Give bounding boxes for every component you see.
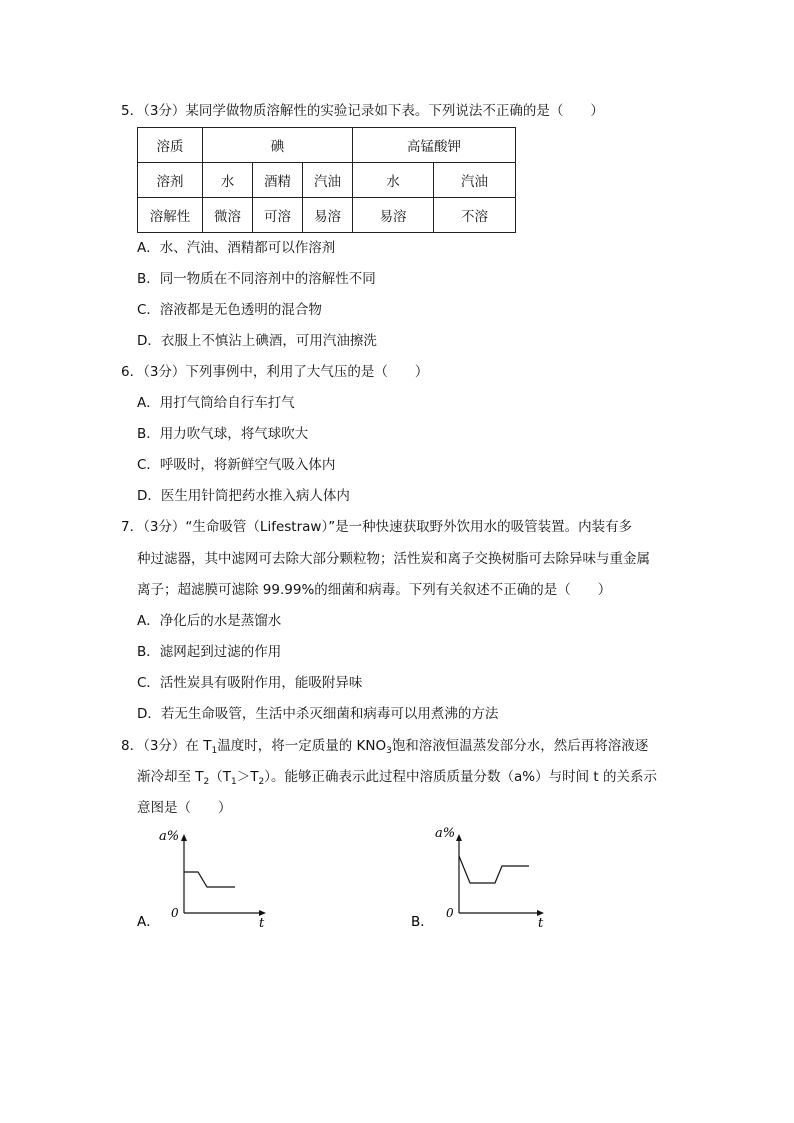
table-cell: 溶剂	[138, 163, 203, 198]
table-cell: 溶解性	[138, 198, 203, 233]
graph-b-label: B．	[411, 914, 434, 930]
table-cell: 高锰酸钾	[353, 128, 516, 163]
table-row	[138, 163, 516, 198]
q8-stem-line2: 渐冷却至 $T_2(T_1>T_2)$。能够正确表示此过程中溶质质量分数（a%）与时间 t 的关系示	[137, 769, 657, 787]
q5-option-b: B．同一物质在不同溶剂中的溶解性不同	[137, 271, 376, 287]
graph-a-xlabel: t	[259, 916, 265, 931]
q7-option-a: A．净化后的水是蒸馏水	[137, 613, 282, 629]
graph-a-origin: 0	[171, 906, 179, 920]
graph-b-curve	[459, 856, 529, 883]
graph-a-label: A．	[137, 914, 160, 930]
solubility-table	[137, 127, 516, 233]
q8-graph-a	[137, 825, 277, 935]
q6-stem: 6．（3分）下列事例中，利用了大气压的是（ ）	[121, 364, 429, 380]
q7-option-b: B．滤网起到过滤的作用	[137, 644, 282, 660]
table-cell: 不溶	[434, 198, 516, 233]
graph-a-ylabel: a%	[159, 829, 180, 844]
table-cell: 可溶	[253, 198, 303, 233]
q8-stem-line3: 意图是（ ）	[137, 800, 232, 816]
graph-a-curve	[184, 872, 235, 887]
table-cell: 水	[203, 163, 253, 198]
q7-stem-line1: 7．（3分）“生命吸管（Lifestraw）”是一种快速获取野外饮用水的吸管装置。内装有多	[121, 519, 633, 535]
table-cell: 碘	[203, 128, 353, 163]
q7-option-c: C．活性炭具有吸附作用，能吸附异味	[137, 675, 363, 691]
table-cell: 水	[353, 163, 434, 198]
table-cell: 易溶	[303, 198, 353, 233]
q7-stem-line2: 种过滤器，其中滤网可去除大部分颗粒物；活性炭和离子交换树脂可去除异味与重金属	[137, 551, 650, 567]
table-cell: 溶质	[138, 128, 203, 163]
q8-graph-b	[411, 825, 551, 935]
q6-option-b: B．用力吹气球，将气球吹大	[137, 426, 309, 442]
q5-option-d: D．衣服上不慎沾上碘酒，可用汽油擦洗	[137, 333, 377, 349]
q7-stem-line3: 离子；超滤膜可滤除 99.99%的细菌和病毒。下列有关叙述不正确的是（ ）	[137, 582, 612, 598]
table-cell: 酒精	[253, 163, 303, 198]
q6-option-d: D．医生用针筒把药水推入病人体内	[137, 488, 350, 504]
q8-stem-line1: 8．（3分）在 $T_1$温度时，将一定质量的 $KNO_3$饱和溶液恒温蒸发部分水，然后再将溶液逐	[121, 738, 649, 756]
q5-stem: 5．（3分）某同学做物质溶解性的实验记录如下表。下列说法不正确的是（ ）	[121, 103, 604, 119]
table-cell: 易溶	[353, 198, 434, 233]
graph-b-xlabel: t	[538, 916, 544, 931]
table-row	[138, 128, 516, 163]
q7-option-d: D．若无生命吸管，生活中杀灭细菌和病毒可以用煮沸的方法	[137, 706, 499, 722]
q5-option-c: C．溶液都是无色透明的混合物	[137, 302, 322, 318]
q6-option-c: C．呼吸时，将新鲜空气吸入体内	[137, 457, 336, 473]
table-cell: 汽油	[434, 163, 516, 198]
graph-b-origin: 0	[446, 906, 454, 920]
q5-option-a: A．水、汽油、酒精都可以作溶剂	[137, 240, 336, 256]
table-cell: 微溶	[203, 198, 253, 233]
q6-option-a: A．用打气筒给自行车打气	[137, 395, 295, 411]
graph-b-ylabel: a%	[435, 826, 456, 841]
table-row	[138, 198, 516, 233]
table-cell: 汽油	[303, 163, 353, 198]
